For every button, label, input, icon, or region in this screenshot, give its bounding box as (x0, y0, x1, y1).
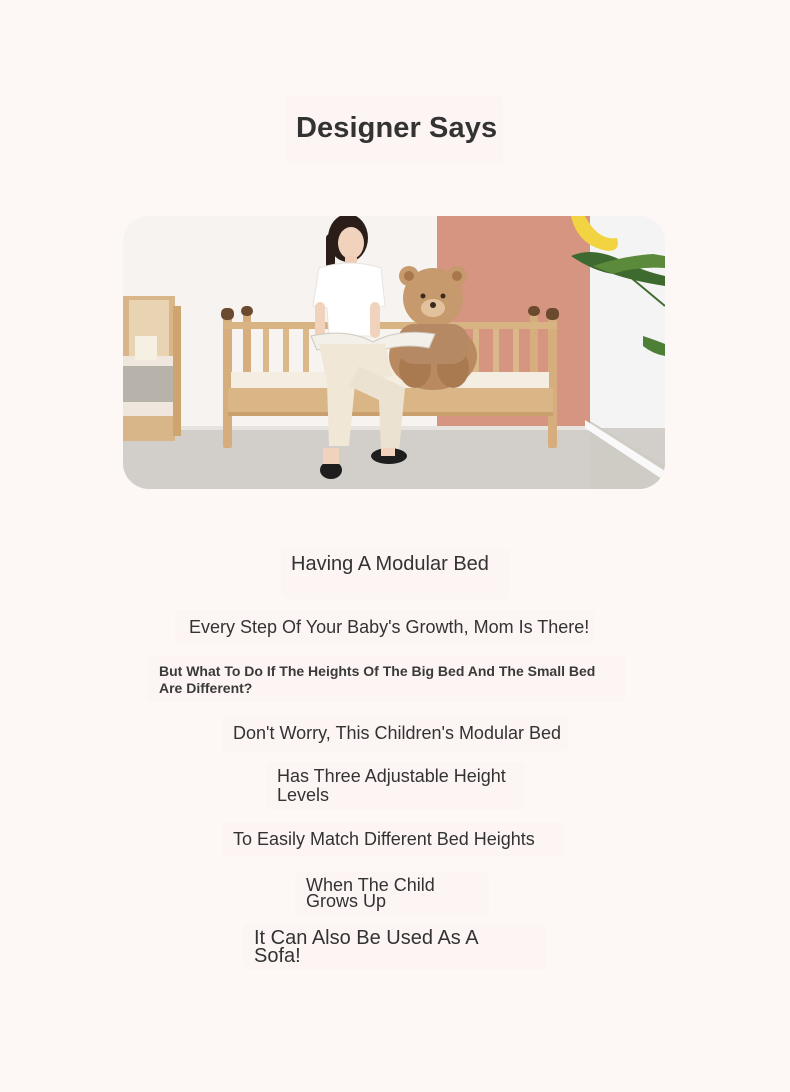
feature-line (295, 872, 489, 916)
feature-line (222, 717, 568, 751)
product-photo (123, 216, 665, 489)
feature-heading-text: Having A Modular Bed (291, 553, 489, 575)
feature-line-text: It Can Also Be Used As A Sofa! (254, 927, 478, 967)
feature-line (175, 610, 595, 644)
section-title-block (285, 96, 503, 164)
feature-line-text: Don't Worry, This Children's Modular Bed (233, 723, 561, 743)
feature-line (266, 762, 524, 810)
feature-line (222, 822, 564, 856)
feature-line-text: To Easily Match Different Bed Heights (233, 829, 535, 849)
feature-question-text: But What To Do If The Heights Of The Big Bed And The Small Bed Are Different? (159, 663, 596, 696)
feature-question (148, 656, 626, 702)
feature-line-text: When The Child Grows Up (306, 875, 435, 911)
feature-heading (281, 549, 509, 599)
section-title: Designer Says (296, 112, 498, 144)
feature-line-text: Every Step Of Your Baby's Growth, Mom Is There! (189, 617, 590, 637)
photo-illustration (123, 216, 665, 489)
feature-line-text: Has Three Adjustable Height Levels (277, 766, 506, 805)
feature-line (243, 924, 547, 970)
